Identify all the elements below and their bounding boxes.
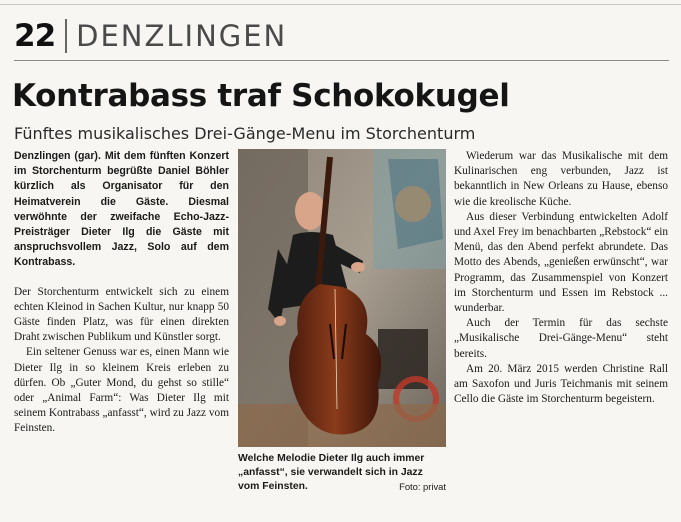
page-number: 22 <box>14 18 56 54</box>
bassist-photo-illustration <box>238 149 446 447</box>
header-rule <box>14 60 669 61</box>
body-paragraph: Wiederum war das Musikalische mit dem Kulinarischen eng verbunden, Jazz ist bekanntlich in New Orleans zu Hause, ebenso wie die kreolische Küche. <box>454 150 668 208</box>
header-divider <box>65 19 67 53</box>
article-column-3 <box>454 149 668 407</box>
section-title: DENZLINGEN <box>76 19 288 53</box>
body-paragraph: Aus dieser Verbindung entwickelten Adolf und Axel Frey im benachbarten „Rebstock“ ein Menü, das den Abend perfekt abrundete. Das Motto des Abends, „genießen erwünscht“, war Programm, das Zusammenspiel von Konzert im Storchenturm und Essen im Rebstock ... wunderbar. <box>454 210 668 315</box>
article-photo <box>238 149 446 447</box>
top-rule <box>0 4 681 5</box>
article-lead: Denzlingen (gar). Mit dem fünften Konzert im Storchenturm begrüßte Daniel Böhler kürzlich als Organisator für den Heimatverein die Gäste. Diesmal verwöhnte der zweifache Echo-Jazz-Preisträger Dieter Ilg die Gäste mit anspruchsvollem Jazz, Solo auf dem Kontrabass. <box>14 150 229 269</box>
article-column-1 <box>14 149 229 437</box>
body-paragraph: Ein seltener Genuss war es, einen Mann wie Dieter Ilg in so kleinem Kreis erleben zu dürfen. Ob „Guter Mond, du gehst so stille“ oder „Animal Farm“: Was Dieter Ilg mit seinem Kontrabass „anfasst“, wird zu Jazz vom Feinsten. <box>14 346 229 435</box>
body-paragraph: Auch der Termin für das sechste „Musikalische Drei-Gänge-Menu“ steht bereits. <box>454 317 668 360</box>
body-paragraph: Der Storchenturm entwickelt sich zu einem echten Kleinod in Sachen Kultur, nur knapp 50 Gäste finden Platz, was für einen direkten Draht zwischen Publikum und Künstler sorgt. <box>14 285 229 344</box>
photo-credit: Foto: privat <box>399 481 446 493</box>
article-headline: Kontrabass traf Schokokugel <box>12 78 510 114</box>
body-paragraph: Am 20. März 2015 werden Christine Rall am Saxofon und Juris Teichmanis mit seinem Cello die Gäste im Storchenturm begeistern. <box>454 362 668 406</box>
photo-caption <box>238 452 446 495</box>
page-header <box>14 14 287 58</box>
article-subheadline: Fünftes musikalisches Drei-Gänge-Menu im Storchenturm <box>14 124 476 143</box>
caption-text: Welche Melodie Dieter Ilg auch immer „anfasst“, sie verwandelt sich in Jazz vom Feinsten. <box>238 453 425 493</box>
